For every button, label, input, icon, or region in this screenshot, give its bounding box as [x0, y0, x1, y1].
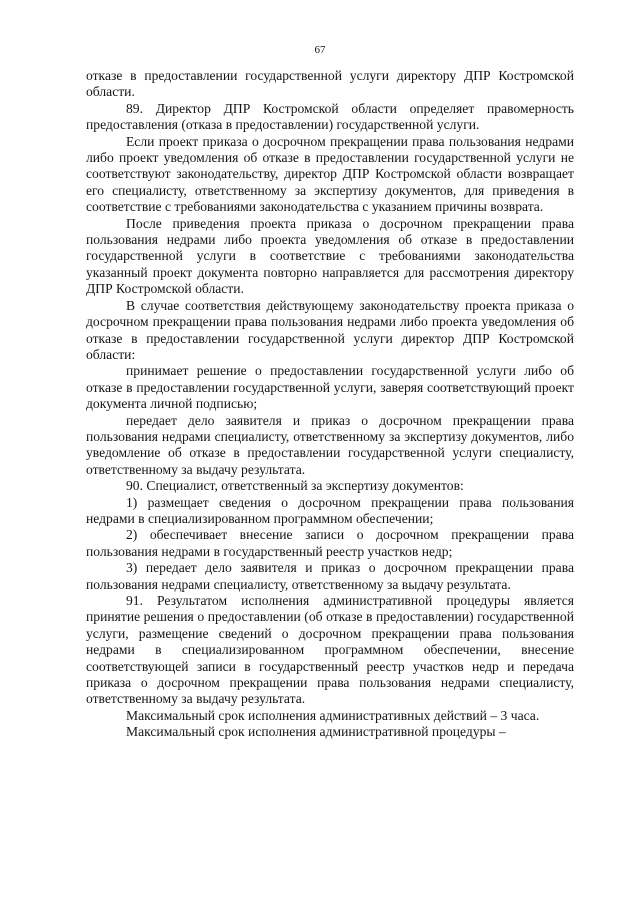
paragraph: После приведения проекта приказа о досрочном прекращении права пользования недрами либо проекта уведомления об отказе в предоставлении государственной услуги в соответствие с требованиями законодательства указанный проект документа повторно направляется для рассмотрения директору ДПР Костромской области. [86, 215, 574, 297]
paragraph: Максимальный срок исполнения административной процедуры – [126, 724, 506, 740]
paragraph: 2) обеспечивает внесение записи о досрочном прекращении права пользования недрами в государственный реестр участков недр; [86, 527, 574, 559]
body-text [86, 68, 574, 741]
paragraph: Максимальный срок исполнения административных действий – 3 часа. [126, 707, 540, 723]
paragraph: принимает решение о предоставлении государственной услуги либо об отказе в предоставлении государственной услуги, заверяя соответствующий проект документа личной подписью; [86, 363, 574, 412]
paragraph: 91. Результатом исполнения административной процедуры является принятие решения о предоставлении (об отказе в предоставлении) государственной услуги, размещение сведений о досрочном прекращении права пользования недрами в специализированном программном обеспечении, внесение соответствующей записи в государственный реестр участков недр и передача приказа о досрочном прекращении права пользования недрами специалисту, ответственному за выдачу результата. [86, 593, 574, 707]
paragraph: отказе в предоставлении государственной услуги директору ДПР Костромской области. [86, 68, 574, 100]
paragraph: 90. Специалист, ответственный за экспертизу документов: [126, 478, 464, 494]
paragraph: передает дело заявителя и приказ о досрочном прекращении права пользования недрами специалисту, ответственному за экспертизу документов, либо уведомление об отказе в предоставлении государственной услуги специалисту, ответственному за выдачу результата. [86, 412, 574, 477]
page-number: 67 [314, 44, 326, 56]
paragraph: Если проект приказа о досрочном прекращении права пользования недрами либо проект уведомления об отказе в предоставлении государственной услуги не соответствуют законодательству, директор ДПР Костромской области возвращает его специалисту, ответственному за экспертизу документов, для приведения в соответствие с требованиями законодательства с указанием причины возврата. [86, 133, 574, 215]
paragraph: В случае соответствия действующему законодательству проекта приказа о досрочном прекращении права пользования недрами либо проекта уведомления об отказе в предоставлении государственной услуги директор ДПР Костромской области: [86, 297, 574, 362]
paragraph: 3) передает дело заявителя и приказ о досрочном прекращении права пользования недрами специалисту, ответственному за выдачу результата. [86, 560, 574, 592]
paragraph: 1) размещает сведения о досрочном прекращении права пользования недрами в специализированном программном обеспечении; [86, 494, 574, 526]
paragraph: 89. Директор ДПР Костромской области определяет правомерность предоставления (отказа в предоставлении) государственной услуги. [86, 100, 574, 133]
